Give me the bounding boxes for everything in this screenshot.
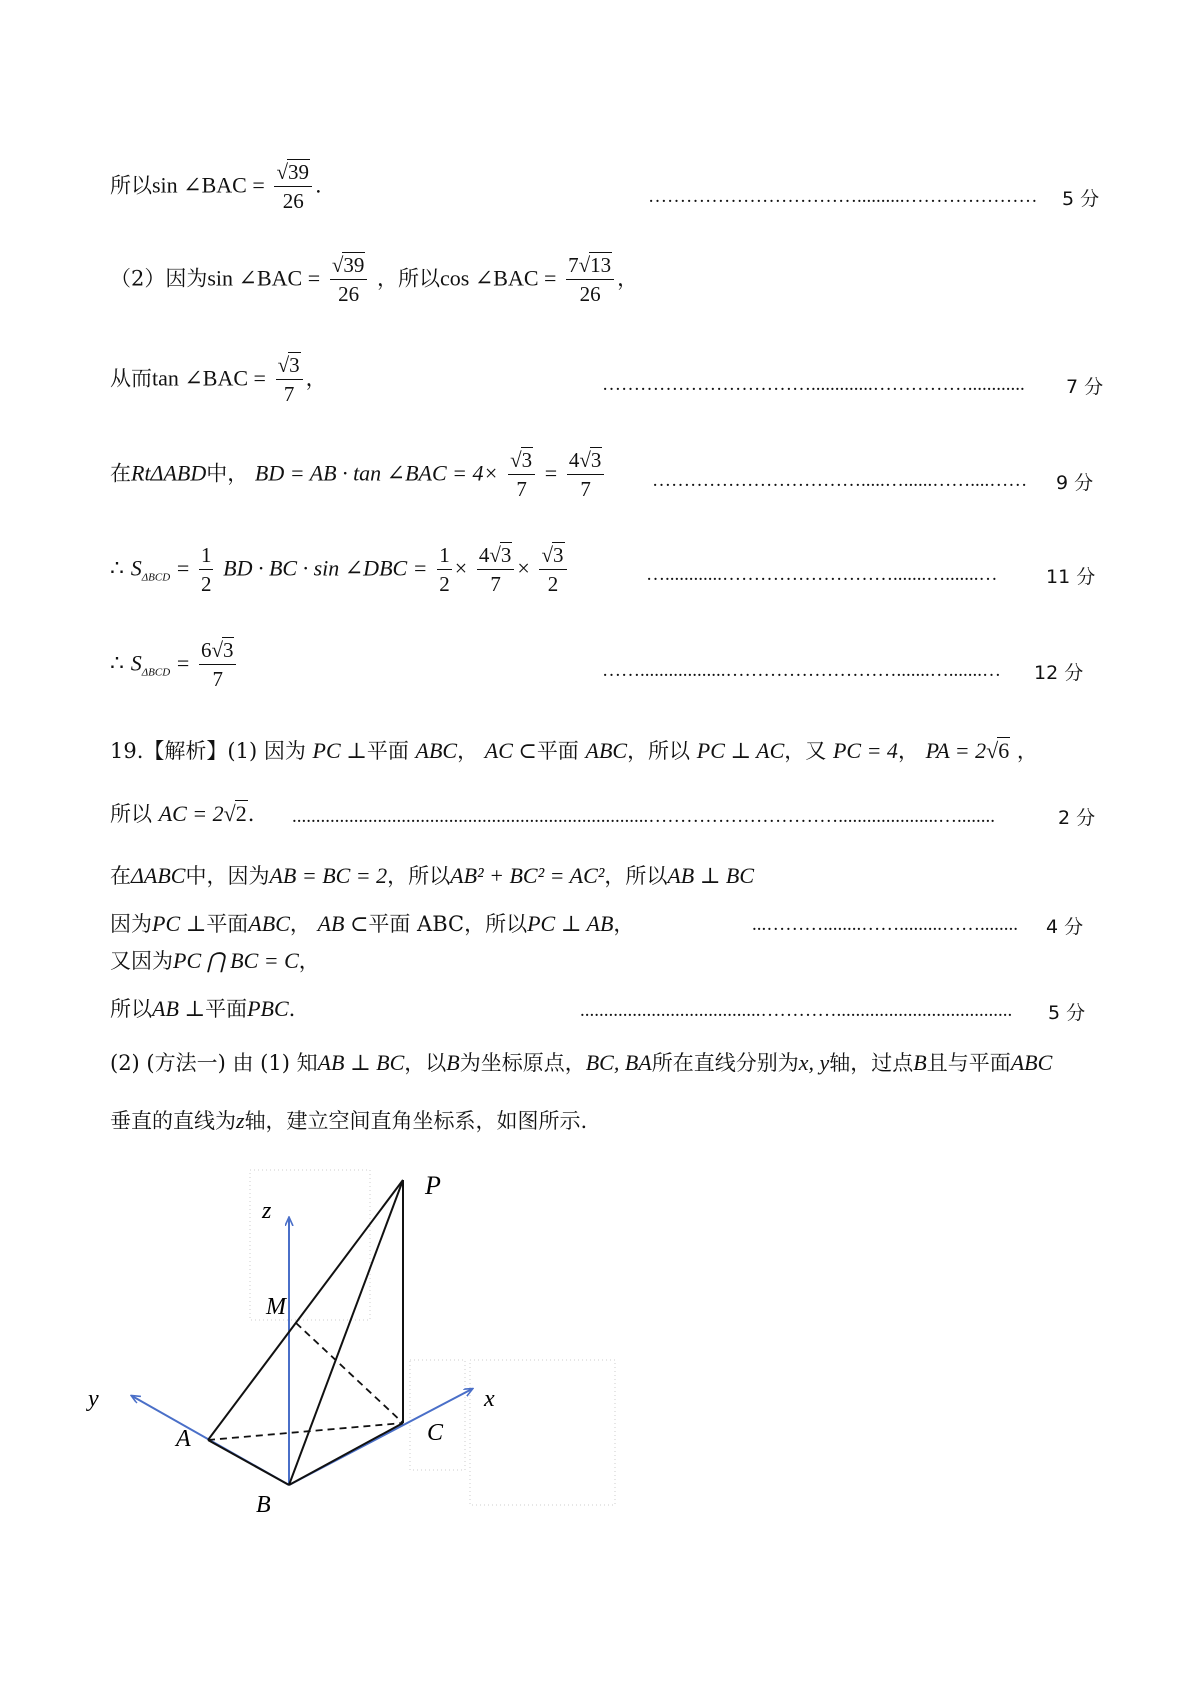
text: ， — [289, 912, 311, 936]
dots: ……………………………..........………………… — [648, 186, 1038, 207]
denominator: 7 — [490, 572, 501, 596]
text: 又因为 — [110, 949, 173, 973]
text: 为坐标原点， — [459, 1051, 586, 1075]
score-label: 4 分 — [1046, 916, 1084, 938]
math-expr: PC ⊥ AB — [527, 911, 614, 936]
score-dots — [602, 374, 1062, 396]
text: ， — [1016, 739, 1038, 763]
text: 轴，建立空间直角坐标系，如图所示. — [244, 1109, 588, 1133]
math-expr: S — [130, 555, 142, 581]
guide-box — [470, 1360, 615, 1505]
denominator: 2 — [547, 572, 559, 596]
denominator: 2 — [439, 572, 450, 596]
text: . — [247, 802, 255, 826]
math-expr: PC ⊥ AC — [696, 738, 785, 763]
question-19-intro: 19.【解析】(1) 因为 PC ⊥平面 ABC， AC ⊂平面 ABC，所以 PC ⊥ AC，又 PC = 4， PA = 2√6 ， — [110, 738, 1038, 763]
fraction: $\frac{6√3}{7}$ — [199, 640, 237, 690]
math-expr: z — [236, 1108, 245, 1133]
line-ab-perp-pbc — [110, 998, 295, 1020]
line-triangle-abc — [110, 865, 754, 887]
times: × — [517, 555, 530, 581]
text: 从而 — [110, 366, 152, 391]
line-part2 — [110, 255, 638, 305]
label-b: B — [256, 1492, 271, 1518]
fraction — [199, 545, 214, 595]
denominator: 7 — [283, 382, 295, 406]
fraction: $\frac{√3}{7}$ — [276, 355, 303, 405]
text: ，又 — [784, 739, 827, 763]
math-expr: BD · BC · sin ∠DBC = — [223, 555, 428, 581]
therefore: ∴ — [110, 650, 124, 676]
fraction: $\frac{7√13}{26}$ — [566, 255, 614, 305]
denominator: 26 — [338, 282, 360, 306]
score-dots — [652, 470, 1052, 492]
radicand: 3 — [500, 543, 512, 567]
math-expr: x, y — [798, 1050, 830, 1075]
text: （2）因为 — [110, 266, 208, 291]
math-expr: PC = 4 — [832, 738, 898, 763]
score-dots — [752, 914, 1044, 936]
text: ， — [613, 912, 635, 936]
line-sin-bac — [110, 162, 322, 212]
radicand: 3 — [521, 448, 533, 472]
math-expr: AB ⊂ — [317, 911, 369, 936]
fraction: $\frac{4√3}{7}$ — [567, 450, 605, 500]
math-expr: RtΔABD — [131, 460, 207, 486]
guide-box — [410, 1360, 465, 1470]
radicand: 3 — [590, 448, 602, 472]
edge-ac — [208, 1423, 403, 1440]
math-expr: AB² + BC² = AC² — [450, 863, 605, 888]
math-expr: BD = AB · tan ∠BAC = 4× — [254, 460, 499, 486]
math-expr: AB ⊥ BC — [667, 863, 755, 888]
math-expr: PC ⊥ — [152, 911, 207, 936]
coef: 7 — [568, 253, 579, 277]
line-area-result — [110, 640, 239, 690]
math-expr: ABC — [1010, 1050, 1053, 1075]
text: 平面 — [205, 997, 248, 1021]
radicand: 13 — [590, 253, 612, 277]
score-label: 11 分 — [1046, 566, 1096, 588]
edge-mc — [296, 1323, 403, 1423]
score-dots — [602, 660, 1032, 682]
coef: 6 — [200, 638, 212, 662]
fraction: $\frac{√3}{7}$ — [508, 450, 535, 500]
math-expr: BC, BA — [585, 1050, 652, 1075]
math-expr: ΔABC — [131, 863, 186, 888]
dots: …………………………….....…......……....…… — [652, 470, 1028, 491]
question-label: 19.【解析】(1) 因为 — [110, 739, 306, 763]
label-m: M — [266, 1294, 286, 1320]
denominator: 26 — [579, 282, 601, 306]
score-label: 5 分 — [1062, 188, 1100, 210]
radicand: 6 — [998, 738, 1010, 763]
text: 平面 ABC，所以 — [368, 912, 528, 936]
math-expr: cos ∠BAC = — [440, 265, 557, 291]
fraction: $\frac{√39}{26}$ — [330, 255, 368, 305]
radicand: 3 — [289, 353, 300, 377]
fraction: $\frac{√39}{26}$ — [274, 162, 312, 212]
text: ，以 — [404, 1051, 447, 1075]
score-label: 12 分 — [1034, 662, 1084, 684]
radicand: 39 — [343, 253, 365, 277]
fraction — [437, 545, 452, 595]
math-expr: S — [130, 650, 142, 676]
radicand: 2 — [235, 801, 247, 826]
text: 所在直线分别为 — [651, 1051, 799, 1075]
text: ， — [457, 739, 479, 763]
text: (2) (方法一) 由 (1) 知 — [110, 1051, 318, 1075]
coef: 4 — [568, 448, 580, 472]
dots: ……..................……………………….......….......… — [602, 660, 1001, 681]
text: 因为 — [110, 912, 152, 936]
text: ，所以 — [387, 864, 451, 888]
math-expr: AC ⊂ — [484, 738, 537, 763]
edge-ap — [208, 1180, 403, 1440]
math-expr: AB = BC = 2 — [269, 863, 388, 888]
math-expr: B — [913, 1050, 927, 1075]
text: 垂直的直线为 — [110, 1109, 236, 1133]
math-expr: AC = 2 — [158, 801, 224, 826]
score-label: 5 分 — [1048, 1002, 1086, 1024]
math-expr: ABC — [585, 738, 628, 763]
line-intersection — [110, 950, 320, 972]
label-y: y — [88, 1386, 99, 1412]
text: ， — [298, 949, 320, 973]
denominator: 2 — [200, 572, 212, 596]
label-a: A — [176, 1426, 191, 1452]
text: ，所以 — [627, 739, 691, 763]
dots: ...………........…….........……........ — [752, 914, 1018, 935]
label-z: z — [262, 1198, 272, 1224]
numerator: 1 — [199, 545, 214, 570]
equals: = — [176, 555, 190, 581]
text: 所以 — [110, 173, 152, 198]
text: 平面 — [536, 739, 579, 763]
dots: ......................................…………..................................... — [580, 1000, 1013, 1021]
text: 平面 — [366, 739, 409, 763]
denominator: 7 — [516, 477, 527, 501]
text: 在 — [110, 461, 131, 486]
denominator: 7 — [212, 667, 223, 691]
edge-ab — [208, 1440, 289, 1485]
coef: 4 — [478, 543, 490, 567]
label-c: C — [427, 1420, 444, 1446]
text: ，所以 — [604, 864, 668, 888]
text: 在 — [110, 864, 131, 888]
math-expr: PC ⋂ BC = C — [173, 948, 299, 973]
math-expr: sin ∠BAC = — [152, 172, 265, 198]
math-expr: AB ⊥ BC — [317, 1050, 405, 1075]
score-dots — [580, 1000, 1046, 1022]
text: ，所以 — [377, 266, 441, 291]
line-pc-ab — [110, 913, 634, 935]
text: 所以 — [110, 802, 152, 826]
denominator: 7 — [580, 477, 591, 501]
equals: = — [176, 650, 190, 676]
numerator: 1 — [437, 545, 452, 570]
coordinate-figure — [0, 1150, 640, 1550]
radicand: 3 — [553, 543, 564, 567]
text: ， — [897, 739, 919, 763]
text: ， — [305, 366, 327, 391]
fraction: $\frac{√3}{2}$ — [539, 545, 566, 595]
equals: = — [544, 460, 558, 486]
math-expr: AB ⊥ — [152, 996, 206, 1021]
math-expr: B — [446, 1050, 460, 1075]
math-expr: tan ∠BAC = — [152, 365, 266, 391]
score-dots — [646, 564, 1046, 586]
label-x: x — [484, 1386, 495, 1412]
score-label: 7 分 — [1066, 376, 1104, 398]
line-tan-bac — [110, 355, 327, 405]
dots: …............……………………….......….......… — [646, 564, 998, 585]
subscript: ΔBCD — [141, 571, 171, 584]
math-expr: PBC — [247, 996, 289, 1021]
line-area-formula — [110, 545, 570, 595]
score-label: 9 分 — [1056, 472, 1094, 494]
math-expr: ABC — [415, 738, 458, 763]
line-ac: 所以 AC = 2√2. — [110, 801, 255, 826]
line-method-one — [110, 1052, 1052, 1074]
math-expr: PA = 2 — [925, 738, 987, 763]
text: ， — [617, 266, 639, 291]
text: 且与平面 — [926, 1051, 1011, 1075]
denominator: 26 — [282, 189, 304, 213]
text: . — [288, 997, 296, 1021]
text: 平面 — [206, 912, 249, 936]
score-dots — [292, 806, 1056, 828]
math-expr: ABC — [248, 911, 290, 936]
subscript: ΔBCD — [141, 666, 171, 679]
text: . — [314, 173, 322, 198]
fraction: $\frac{4√3}{7}$ — [477, 545, 515, 595]
score-label: 2 分 — [1058, 807, 1096, 829]
line-axis-setup — [110, 1110, 587, 1132]
times: × — [454, 555, 468, 581]
dots: ...........................................................................………………………….....................…........ — [292, 806, 995, 827]
radicand: 39 — [287, 160, 309, 184]
text: 轴，过点 — [829, 1051, 914, 1075]
text: 中， — [206, 461, 249, 486]
line-bd — [110, 450, 607, 500]
therefore: ∴ — [110, 555, 124, 581]
label-p: P — [425, 1171, 441, 1200]
math-expr: sin ∠BAC = — [207, 265, 321, 291]
text: 所以 — [110, 997, 152, 1021]
text: 中，因为 — [185, 864, 270, 888]
score-dots — [648, 186, 1058, 208]
radicand: 3 — [222, 638, 234, 662]
dots: …………………………….............……………............ — [602, 374, 1025, 395]
math-expr: PC ⊥ — [312, 738, 367, 763]
